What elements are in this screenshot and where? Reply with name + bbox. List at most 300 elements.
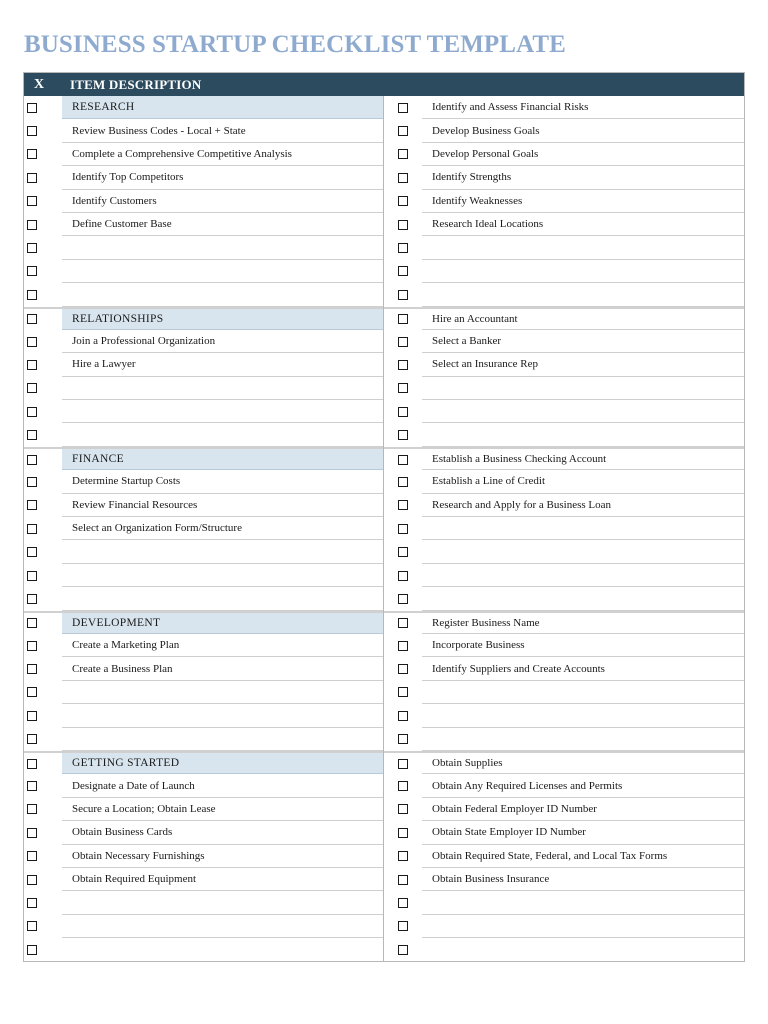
- checkbox-cell: [24, 938, 62, 961]
- checkbox-cell: [24, 891, 62, 914]
- checkbox-cell: [24, 96, 62, 119]
- checkbox[interactable]: [27, 149, 37, 159]
- checkbox[interactable]: [398, 875, 408, 885]
- checkbox-cell: [384, 753, 422, 774]
- checkbox[interactable]: [27, 500, 37, 510]
- checkbox-cell: [24, 634, 62, 657]
- checklist-row: [24, 166, 383, 189]
- item-description[interactable]: Identify Suppliers and Create Accounts: [422, 657, 744, 680]
- checkbox[interactable]: [398, 524, 408, 534]
- checklist-row: [24, 587, 383, 610]
- checkbox[interactable]: [27, 921, 37, 931]
- item-description[interactable]: Establish a Line of Credit: [422, 470, 744, 493]
- checkbox[interactable]: [27, 430, 37, 440]
- checkbox[interactable]: [398, 759, 408, 769]
- checklist-row: [384, 470, 744, 493]
- checkbox[interactable]: [398, 477, 408, 487]
- checkbox[interactable]: [398, 687, 408, 697]
- checkbox-cell: [24, 915, 62, 938]
- checklist-row: [24, 704, 383, 727]
- checkbox-cell: [24, 564, 62, 587]
- checklist-row: [24, 470, 383, 493]
- checklist-row: [24, 891, 383, 914]
- checkbox[interactable]: [398, 430, 408, 440]
- item-description[interactable]: Obtain Business Cards: [62, 821, 383, 844]
- checkbox[interactable]: [398, 266, 408, 276]
- checklist-row: [24, 330, 383, 353]
- checkbox[interactable]: [27, 477, 37, 487]
- item-description[interactable]: [62, 423, 383, 446]
- checkbox-cell: [384, 517, 422, 540]
- checklist-row: [24, 260, 383, 283]
- checkbox-cell: [384, 400, 422, 423]
- checkbox[interactable]: [398, 945, 408, 955]
- checkbox[interactable]: [398, 500, 408, 510]
- item-description[interactable]: Obtain Required Equipment: [62, 868, 383, 891]
- item-description[interactable]: [62, 260, 383, 283]
- item-description[interactable]: Create a Marketing Plan: [62, 634, 383, 657]
- checkbox-cell: [24, 657, 62, 680]
- checklist-row: [24, 494, 383, 517]
- checkbox[interactable]: [398, 594, 408, 604]
- checklist-row: [24, 845, 383, 868]
- checklist-row: [24, 634, 383, 657]
- item-description[interactable]: [422, 377, 744, 400]
- checkbox-cell: [24, 400, 62, 423]
- checklist-row: [384, 845, 744, 868]
- checkbox[interactable]: [398, 407, 408, 417]
- checkbox-cell: [24, 868, 62, 891]
- item-description[interactable]: Define Customer Base: [62, 213, 383, 236]
- checkbox[interactable]: [398, 196, 408, 206]
- item-description[interactable]: Complete a Comprehensive Competitive Analysis: [62, 143, 383, 166]
- checklist-columns: [24, 96, 744, 961]
- checkbox-cell: [384, 728, 422, 751]
- item-description[interactable]: Determine Startup Costs: [62, 470, 383, 493]
- checkbox-cell: [384, 681, 422, 704]
- checkbox-cell: [24, 821, 62, 844]
- checkbox[interactable]: [27, 360, 37, 370]
- item-description[interactable]: Identify Weaknesses: [422, 190, 744, 213]
- checkbox[interactable]: [398, 173, 408, 183]
- checklist-row: [24, 283, 383, 306]
- checkbox-cell: [24, 774, 62, 797]
- checkbox[interactable]: [27, 103, 37, 113]
- item-description[interactable]: [422, 587, 744, 610]
- checkbox[interactable]: [27, 314, 37, 324]
- checklist-row: [24, 447, 383, 470]
- item-description[interactable]: [422, 938, 744, 961]
- checkbox[interactable]: [27, 571, 37, 581]
- checkbox[interactable]: [27, 618, 37, 628]
- checkbox[interactable]: [27, 126, 37, 136]
- section-header: GETTING STARTED: [62, 753, 383, 774]
- checkbox-cell: [24, 753, 62, 774]
- checkbox-cell: [384, 190, 422, 213]
- checkbox[interactable]: [27, 547, 37, 557]
- section-header: RESEARCH: [62, 96, 383, 119]
- item-description[interactable]: [422, 915, 744, 938]
- item-description[interactable]: [422, 236, 744, 259]
- checklist-row: [384, 283, 744, 306]
- checkbox-cell: [24, 494, 62, 517]
- item-description[interactable]: [422, 260, 744, 283]
- item-description[interactable]: Hire a Lawyer: [62, 353, 383, 376]
- checkbox-cell: [24, 143, 62, 166]
- checkbox-cell: [384, 330, 422, 353]
- checklist-row: [384, 423, 744, 446]
- checkbox[interactable]: [27, 407, 37, 417]
- checkbox-cell: [384, 213, 422, 236]
- checkbox[interactable]: [398, 571, 408, 581]
- item-description[interactable]: Obtain Supplies: [422, 753, 744, 774]
- item-description[interactable]: [422, 517, 744, 540]
- checkbox[interactable]: [398, 641, 408, 651]
- checklist-row: [24, 611, 383, 634]
- item-description[interactable]: [62, 236, 383, 259]
- checklist-row: [24, 798, 383, 821]
- checklist-row: [24, 517, 383, 540]
- checkbox[interactable]: [27, 220, 37, 230]
- checklist-row: [384, 143, 744, 166]
- checkbox-cell: [24, 704, 62, 727]
- checkbox-cell: [24, 213, 62, 236]
- checkbox[interactable]: [27, 734, 37, 744]
- checkbox[interactable]: [398, 711, 408, 721]
- checkbox[interactable]: [398, 314, 408, 324]
- checkbox-cell: [384, 540, 422, 563]
- checkbox[interactable]: [398, 337, 408, 347]
- checklist-row: [384, 307, 744, 330]
- item-description[interactable]: [422, 681, 744, 704]
- item-description[interactable]: Review Business Codes - Local + State: [62, 119, 383, 142]
- checkbox-cell: [24, 353, 62, 376]
- checkbox-cell: [24, 330, 62, 353]
- checkbox[interactable]: [27, 804, 37, 814]
- checklist-row: [24, 190, 383, 213]
- checkbox[interactable]: [398, 781, 408, 791]
- checkbox-cell: [384, 283, 422, 306]
- item-description[interactable]: Obtain Federal Employer ID Number: [422, 798, 744, 821]
- checklist-row: [384, 728, 744, 751]
- item-description[interactable]: [422, 728, 744, 751]
- checkbox-cell: [384, 704, 422, 727]
- checkbox-cell: [24, 423, 62, 446]
- item-description[interactable]: [62, 915, 383, 938]
- item-description[interactable]: Select an Organization Form/Structure: [62, 517, 383, 540]
- item-description[interactable]: [62, 728, 383, 751]
- checklist-row: [384, 611, 744, 634]
- checklist-row: [384, 821, 744, 844]
- item-description[interactable]: Review Financial Resources: [62, 494, 383, 517]
- checkbox-cell: [24, 190, 62, 213]
- checklist-row: [24, 938, 383, 961]
- item-description[interactable]: Obtain Any Required Licenses and Permits: [422, 774, 744, 797]
- item-description[interactable]: [62, 564, 383, 587]
- checkbox[interactable]: [27, 687, 37, 697]
- item-description[interactable]: Obtain Business Insurance: [422, 868, 744, 891]
- checklist-row: [384, 891, 744, 914]
- checklist-row: [384, 798, 744, 821]
- checkbox-cell: [24, 260, 62, 283]
- item-description[interactable]: [422, 564, 744, 587]
- checkbox[interactable]: [398, 360, 408, 370]
- checklist-row: [24, 681, 383, 704]
- checkbox-cell: [384, 143, 422, 166]
- checkbox-cell: [384, 166, 422, 189]
- checkbox[interactable]: [27, 945, 37, 955]
- checkbox[interactable]: [27, 173, 37, 183]
- item-description[interactable]: [62, 681, 383, 704]
- item-description[interactable]: Establish a Business Checking Account: [422, 449, 744, 470]
- checkbox-cell: [384, 96, 422, 119]
- item-description[interactable]: Designate a Date of Launch: [62, 774, 383, 797]
- item-description[interactable]: [62, 283, 383, 306]
- right-column: [384, 96, 744, 961]
- checklist-row: [24, 915, 383, 938]
- section-header: FINANCE: [62, 449, 383, 470]
- item-description[interactable]: Hire an Accountant: [422, 309, 744, 330]
- checklist-row: [24, 236, 383, 259]
- item-description[interactable]: Obtain Necessary Furnishings: [62, 845, 383, 868]
- item-description[interactable]: Secure a Location; Obtain Lease: [62, 798, 383, 821]
- checkbox-cell: [24, 309, 62, 330]
- checkbox[interactable]: [27, 759, 37, 769]
- checkbox[interactable]: [27, 851, 37, 861]
- checkbox-cell: [384, 774, 422, 797]
- checkbox[interactable]: [27, 383, 37, 393]
- checkbox-cell: [24, 587, 62, 610]
- item-description[interactable]: [422, 540, 744, 563]
- checkbox-cell: [384, 449, 422, 470]
- checklist-row: [384, 704, 744, 727]
- checkbox-cell: [384, 494, 422, 517]
- item-description[interactable]: Incorporate Business: [422, 634, 744, 657]
- checklist-row: [384, 774, 744, 797]
- item-description[interactable]: Register Business Name: [422, 613, 744, 634]
- item-description[interactable]: Identify Top Competitors: [62, 166, 383, 189]
- checkbox-cell: [384, 938, 422, 961]
- checkbox-cell: [384, 657, 422, 680]
- checkbox-cell: [384, 470, 422, 493]
- item-description[interactable]: [422, 400, 744, 423]
- checkbox[interactable]: [398, 126, 408, 136]
- checkbox[interactable]: [398, 149, 408, 159]
- checklist-row: [384, 96, 744, 119]
- checkbox-cell: [24, 798, 62, 821]
- checkbox-cell: [24, 119, 62, 142]
- checkbox[interactable]: [27, 898, 37, 908]
- item-description[interactable]: [62, 891, 383, 914]
- checkbox[interactable]: [27, 196, 37, 206]
- checklist-row: [24, 353, 383, 376]
- checklist-row: [24, 377, 383, 400]
- checkbox-cell: [384, 798, 422, 821]
- checkbox-cell: [384, 634, 422, 657]
- checklist-row: [384, 494, 744, 517]
- checkbox-cell: [384, 260, 422, 283]
- checklist-row: [24, 868, 383, 891]
- item-description[interactable]: [62, 400, 383, 423]
- checklist-row: [24, 751, 383, 774]
- item-description[interactable]: [62, 587, 383, 610]
- checklist-row: [384, 634, 744, 657]
- checkbox[interactable]: [398, 898, 408, 908]
- checkbox[interactable]: [398, 851, 408, 861]
- checkbox-cell: [384, 891, 422, 914]
- checkbox[interactable]: [27, 781, 37, 791]
- checkbox-cell: [24, 845, 62, 868]
- page-title: BUSINESS STARTUP CHECKLIST TEMPLATE: [24, 31, 566, 58]
- checkbox-cell: [24, 449, 62, 470]
- checkbox[interactable]: [27, 711, 37, 721]
- checkbox-cell: [384, 868, 422, 891]
- item-description[interactable]: Identify Customers: [62, 190, 383, 213]
- checklist-row: [384, 377, 744, 400]
- checkbox-cell: [384, 309, 422, 330]
- checklist-row: [384, 938, 744, 961]
- item-description[interactable]: Select an Insurance Rep: [422, 353, 744, 376]
- checklist-row: [24, 728, 383, 751]
- item-description[interactable]: [62, 704, 383, 727]
- item-description[interactable]: [422, 891, 744, 914]
- checklist-row: [24, 307, 383, 330]
- checkbox[interactable]: [398, 804, 408, 814]
- checkbox[interactable]: [27, 875, 37, 885]
- item-description[interactable]: Select a Banker: [422, 330, 744, 353]
- checkbox[interactable]: [27, 266, 37, 276]
- item-description[interactable]: [422, 704, 744, 727]
- checkbox-cell: [24, 540, 62, 563]
- checkbox[interactable]: [398, 547, 408, 557]
- checkbox-cell: [24, 470, 62, 493]
- left-column: [24, 96, 384, 961]
- checklist-row: [384, 751, 744, 774]
- checkbox-cell: [24, 517, 62, 540]
- item-description[interactable]: Join a Professional Organization: [62, 330, 383, 353]
- checkbox[interactable]: [398, 383, 408, 393]
- checkbox-cell: [384, 236, 422, 259]
- checkbox-cell: [384, 915, 422, 938]
- checkbox[interactable]: [27, 641, 37, 651]
- checklist-row: [24, 774, 383, 797]
- header-x-label: X: [33, 76, 45, 92]
- checkbox[interactable]: [398, 921, 408, 931]
- item-description[interactable]: Develop Personal Goals: [422, 143, 744, 166]
- item-description[interactable]: Obtain State Employer ID Number: [422, 821, 744, 844]
- checkbox-cell: [24, 283, 62, 306]
- item-description[interactable]: Develop Business Goals: [422, 119, 744, 142]
- checklist-row: [384, 119, 744, 142]
- item-description[interactable]: Identify and Assess Financial Risks: [422, 96, 744, 119]
- header-description-label: ITEM DESCRIPTION: [70, 76, 202, 92]
- table-header: [24, 73, 744, 96]
- checklist-row: [24, 400, 383, 423]
- item-description[interactable]: Obtain Required State, Federal, and Local Tax Forms: [422, 845, 744, 868]
- item-description[interactable]: [62, 377, 383, 400]
- checkbox[interactable]: [398, 734, 408, 744]
- checkbox[interactable]: [27, 243, 37, 253]
- checklist-row: [384, 190, 744, 213]
- checkbox[interactable]: [398, 290, 408, 300]
- checklist-row: [384, 260, 744, 283]
- checklist-row: [384, 564, 744, 587]
- checkbox[interactable]: [398, 664, 408, 674]
- checkbox[interactable]: [27, 594, 37, 604]
- checklist-row: [384, 657, 744, 680]
- checkbox-cell: [24, 728, 62, 751]
- checklist-row: [384, 868, 744, 891]
- checkbox[interactable]: [398, 103, 408, 113]
- checkbox-cell: [24, 613, 62, 634]
- item-description[interactable]: [62, 540, 383, 563]
- checkbox-cell: [384, 564, 422, 587]
- checkbox-cell: [384, 821, 422, 844]
- checklist-row: [24, 423, 383, 446]
- checklist-row: [24, 564, 383, 587]
- section-header: RELATIONSHIPS: [62, 309, 383, 330]
- checklist-row: [384, 236, 744, 259]
- checkbox[interactable]: [398, 243, 408, 253]
- checkbox[interactable]: [398, 220, 408, 230]
- checklist-row: [24, 143, 383, 166]
- item-description[interactable]: Research and Apply for a Business Loan: [422, 494, 744, 517]
- checkbox[interactable]: [398, 455, 408, 465]
- checkbox-cell: [384, 613, 422, 634]
- checklist-row: [384, 915, 744, 938]
- item-description[interactable]: [62, 938, 383, 961]
- checkbox-cell: [384, 587, 422, 610]
- checklist-table: [23, 72, 745, 962]
- checklist-row: [384, 447, 744, 470]
- checkbox-cell: [24, 166, 62, 189]
- checklist-row: [384, 517, 744, 540]
- item-description[interactable]: Create a Business Plan: [62, 657, 383, 680]
- checkbox[interactable]: [398, 618, 408, 628]
- checklist-row: [384, 353, 744, 376]
- checkbox-cell: [384, 119, 422, 142]
- checklist-row: [384, 400, 744, 423]
- checklist-row: [24, 213, 383, 236]
- item-description[interactable]: Identify Strengths: [422, 166, 744, 189]
- checkbox[interactable]: [27, 290, 37, 300]
- item-description[interactable]: Research Ideal Locations: [422, 213, 744, 236]
- checklist-row: [384, 166, 744, 189]
- checkbox[interactable]: [27, 524, 37, 534]
- checkbox[interactable]: [27, 455, 37, 465]
- item-description[interactable]: [422, 283, 744, 306]
- checklist-row: [24, 657, 383, 680]
- checkbox[interactable]: [398, 828, 408, 838]
- checklist-row: [384, 213, 744, 236]
- section-header: DEVELOPMENT: [62, 613, 383, 634]
- checkbox[interactable]: [27, 828, 37, 838]
- checklist-row: [384, 330, 744, 353]
- checkbox[interactable]: [27, 664, 37, 674]
- checklist-row: [384, 587, 744, 610]
- checkbox-cell: [384, 377, 422, 400]
- checklist-row: [384, 540, 744, 563]
- checkbox[interactable]: [27, 337, 37, 347]
- checklist-row: [24, 119, 383, 142]
- checkbox-cell: [24, 236, 62, 259]
- checklist-row: [24, 540, 383, 563]
- checklist-row: [24, 821, 383, 844]
- checkbox-cell: [24, 681, 62, 704]
- checkbox-cell: [24, 377, 62, 400]
- checkbox-cell: [384, 353, 422, 376]
- item-description[interactable]: [422, 423, 744, 446]
